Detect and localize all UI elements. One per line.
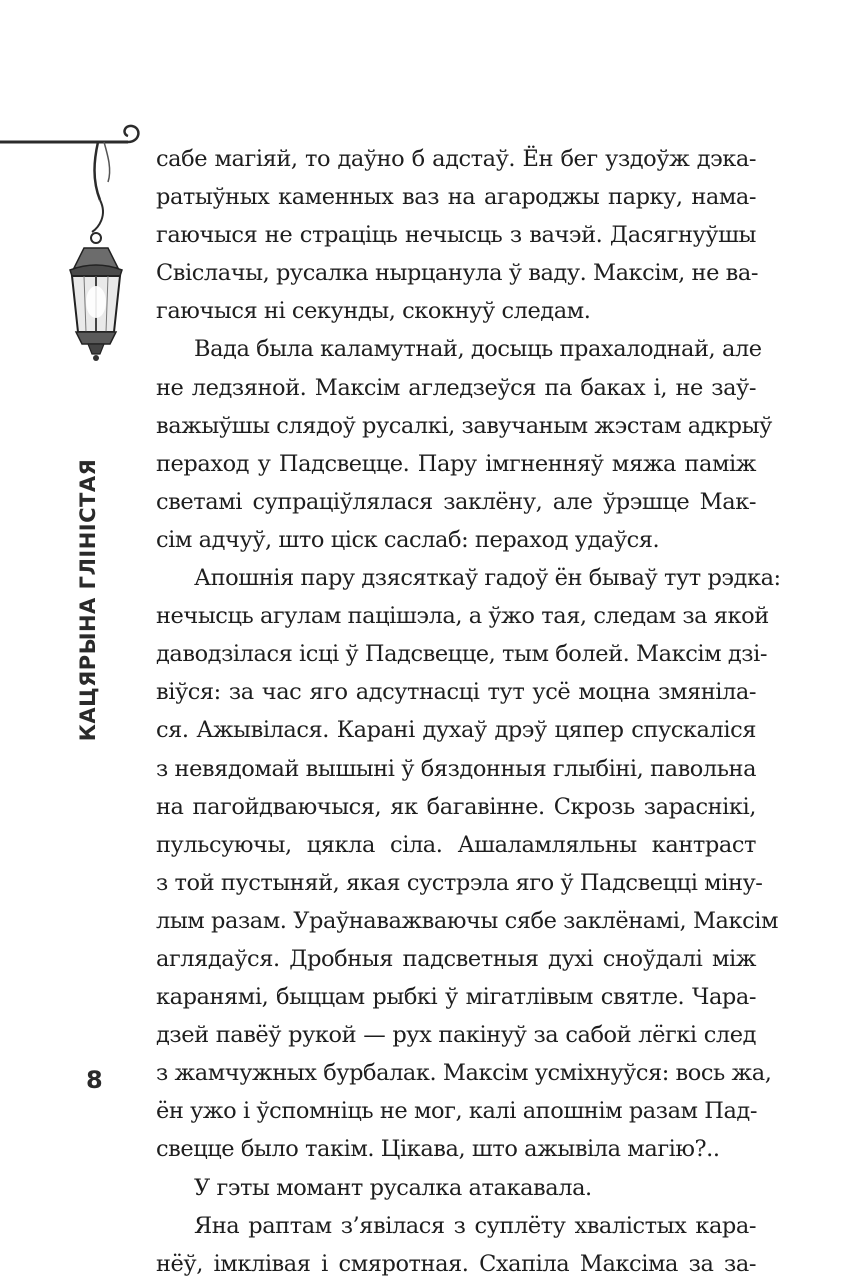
running-head: КАЦЯРЫНА ГЛІНІСТАЯ — [76, 458, 100, 742]
text-line: гаючыся не страціць нечысць з вачэй. Дасягнуўшы — [156, 222, 756, 249]
text-line: ён ужо і ўспомніць не мог, калі апошнім разам Пад- — [156, 1098, 757, 1125]
body-text — [156, 140, 781, 1283]
text-line: гаючыся ні секунды, скокнуў следам. — [156, 298, 591, 325]
text-line: сабе магіяй, то даўно б адстаў. Ён бег уздоўж дэка- — [156, 146, 756, 172]
text-line: нечысць агулам пацішэла, а ўжо тая, следам за якой — [156, 603, 769, 630]
text-line: ратыўных каменных ваз на агароджы парку, нама- — [156, 184, 756, 211]
text-line: на пагойдваючыся, як багавінне. Скрозь зараснікі, — [156, 793, 756, 820]
text-line: лым разам. Ураўнаважваючы сябе заклёнамі, Максім — [156, 907, 779, 934]
text-line: дзей павёў рукой — рух пакінуў за сабой лёгкі след — [156, 1022, 756, 1049]
text-line: важыўшы слядоў русалкі, завучаным жэстам адкрыў — [156, 412, 772, 439]
text-line: не ледзяной. Максім агледзеўся па баках і, не заў- — [156, 374, 756, 401]
text-line: з той пустыняй, якая сустрэла яго ў Падсвецці міну- — [156, 869, 763, 896]
text-line: Апошнія пару дзясяткаў гадоў ён бываў тут рэдка: — [194, 565, 781, 592]
text-line: сім адчуў, што ціск саслаб: пераход удаўся. — [156, 526, 660, 553]
text-line: з жамчужных бурбалак. Максім усміхнуўся: вось жа, — [156, 1060, 772, 1087]
text-line: Свіслачы, русалка нырцанула ў ваду. Максім, не ва- — [156, 260, 758, 287]
text-line: з невядомай вышыні ў бяздонныя глыбіні, павольна — [156, 755, 757, 782]
text-line: аглядаўся. Дробныя падсветныя духі сноўдалі між — [156, 945, 756, 972]
text-line: свецце было такім. Цікава, што ажывіла магію?.. — [156, 1136, 720, 1163]
page-number: 8 — [86, 1066, 103, 1094]
text-line: У гэты момант русалка атакавала. — [194, 1174, 592, 1201]
text-line: каранямі, быццам рыбкі ў мігатлівым святле. Чара- — [156, 984, 756, 1011]
text-line: Вада была каламутнай, досыць прахалоднай, але — [194, 336, 762, 363]
text-line: светамі супраціўлялася заклёну, але ўрэшце Мак- — [156, 488, 756, 515]
text-line: віўся: за час яго адсутнасці тут усё моцна змяніла- — [156, 679, 756, 706]
text-line: Яна раптам з’явілася з суплёту хвалістых кара- — [194, 1212, 756, 1239]
hanging-lantern-icon — [0, 120, 160, 370]
text-line: пульсуючы, цякла сіла. Ашаламляльны кантраст — [156, 831, 756, 858]
text-line: нёў, імклівая і смяротная. Схапіла Максіма за за- — [156, 1250, 756, 1277]
text-line: пераход у Падсвецце. Пару імгненняў мяжа паміж — [156, 450, 756, 477]
text-line: ся. Ажывілася. Карані духаў дрэў цяпер спускаліся — [156, 717, 756, 744]
text-line: даводзілася ісці ў Падсвецце, тым болей. Максім дзі- — [156, 641, 767, 668]
